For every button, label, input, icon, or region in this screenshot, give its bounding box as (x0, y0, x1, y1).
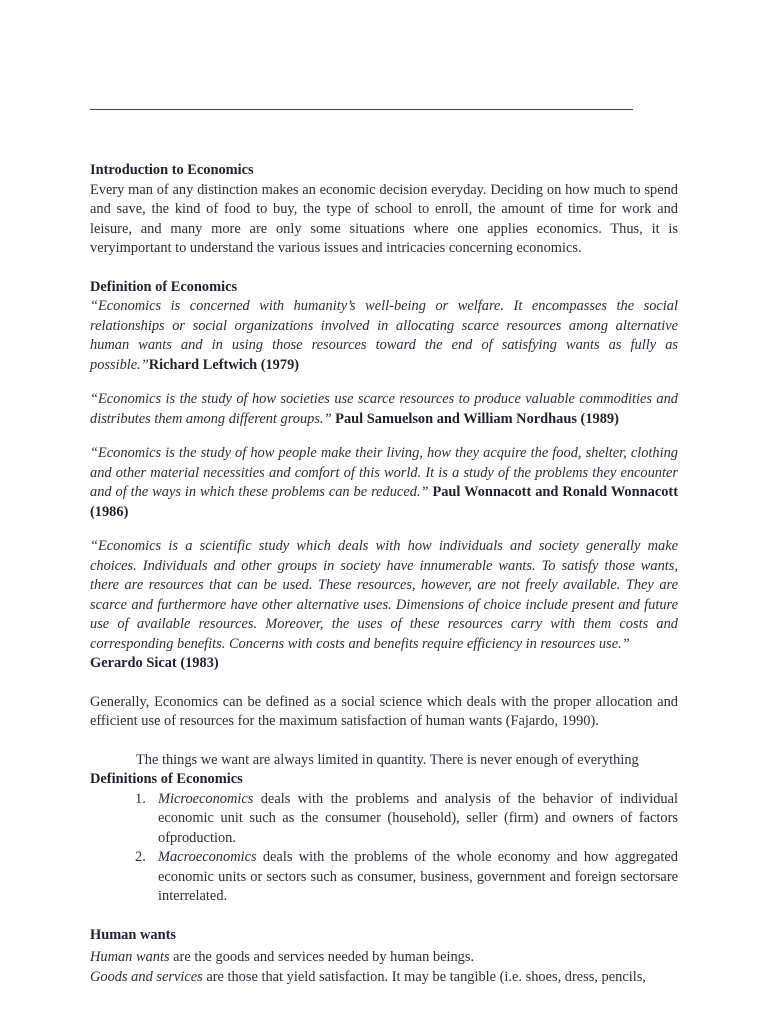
line-text: are the goods and services needed by human beings. (169, 949, 475, 965)
quote-text: “Economics is concerned with humanity’s well-being or welfare. It encompasses the social relationships or social organizations involved in allocating scarce resources among alternative human wants and in using those resources toward the end of satisfying wants as fully as possible.” (90, 298, 678, 373)
human-wants-heading: Human wants (90, 926, 176, 943)
term-goods-services: Goods and services (90, 968, 203, 985)
list-number: 1. (135, 790, 146, 807)
spacer (90, 907, 678, 926)
human-wants-line (90, 948, 678, 968)
item-text: deals with the problems of the whole economy and how aggregated economic units or sectors such as consumer, business, government and foreign sectorsare interrelated. (158, 849, 678, 904)
definitions-heading: Definitions of Economics (90, 771, 243, 787)
quote-author: Paul Samuelson and William Nordhaus (1989) (331, 410, 619, 427)
quote-samuelson (90, 390, 678, 429)
quote-wonnacott (90, 444, 678, 522)
definition-summary: Generally, Economics can be defined as a social science which deals with the proper allocation and efficient use of resources for the maximum satisfaction of human wants (Fajardo, 1990). (90, 693, 678, 729)
quote-author: Richard Leftwich (1979) (148, 356, 300, 373)
intro-paragraph: Every man of any distinction makes an economic decision everyday. Deciding on how much to spend and save, the kind of food to buy, the type of school to enroll, the amount of time for work and leisure, and many more are only some situations where one applies economics. Thus, it is veryimportant to understand the various issues and intricacies concerning economics. (90, 181, 678, 256)
quote-leftwich (90, 297, 678, 375)
document-body (90, 161, 678, 987)
item-text: deals with the problems and analysis of the behavior of individual economic unit such as the consumer (household), seller (firm) and owners of factors ofproduction. (158, 790, 678, 846)
line-text: are those that yield satisfaction. It may be tangible (i.e. shoes, dress, pencils, (202, 968, 646, 985)
spacer (90, 522, 678, 537)
spacer (90, 732, 678, 751)
intro-heading: Introduction to Economics (90, 162, 254, 178)
wants-line: The things we want are always limited in quantity. There is never enough of everything (136, 751, 639, 768)
list-number: 2. (135, 849, 146, 865)
spacer (90, 674, 678, 693)
spacer (90, 259, 678, 278)
header-rule (90, 109, 633, 110)
quote-author: Gerardo Sicat (1983) (90, 655, 219, 671)
definition-heading: Definition of Economics (90, 278, 238, 295)
quote-sicat (90, 537, 678, 654)
term-microeconomics: Microeconomics (158, 790, 254, 807)
list-item-macroeconomics (90, 848, 678, 907)
definitions-list (90, 790, 678, 907)
spacer (90, 375, 678, 390)
goods-services-line (90, 968, 678, 988)
term-macroeconomics: Macroeconomics (158, 849, 257, 865)
quote-text: “Economics is a scientific study which deals with how individuals and society generally make choices. Individuals and other groups in society have innumerable wants. To satisfy those wants, there are resources that can be used. These resources, however, are not freely available. They are scarce and furthermore have other alternative uses. Dimensions of choice include present and future use of available resources. Moreover, the uses of these resources carry with them costs and corresponding benefits. Concerns with costs and benefits require efficiency in resources use.” (90, 538, 678, 652)
spacer (90, 429, 678, 444)
term-human-wants: Human wants (90, 949, 170, 965)
quote-text: “Economics is the study of how people make their living, how they acquire the food, shelter, clothing and other material necessities and comfort of this world. It is a study of the problems they encounter and of the ways in which these problems can be reduced.” (90, 445, 678, 500)
quote-author: Paul Wonnacott and Ronald Wonnacott (1986) (90, 484, 678, 520)
list-item-microeconomics (90, 790, 678, 849)
quote-text: “Economics is the study of how societies use scarce resources to produce valuable commodities and distributes them among different groups.” (90, 391, 678, 427)
